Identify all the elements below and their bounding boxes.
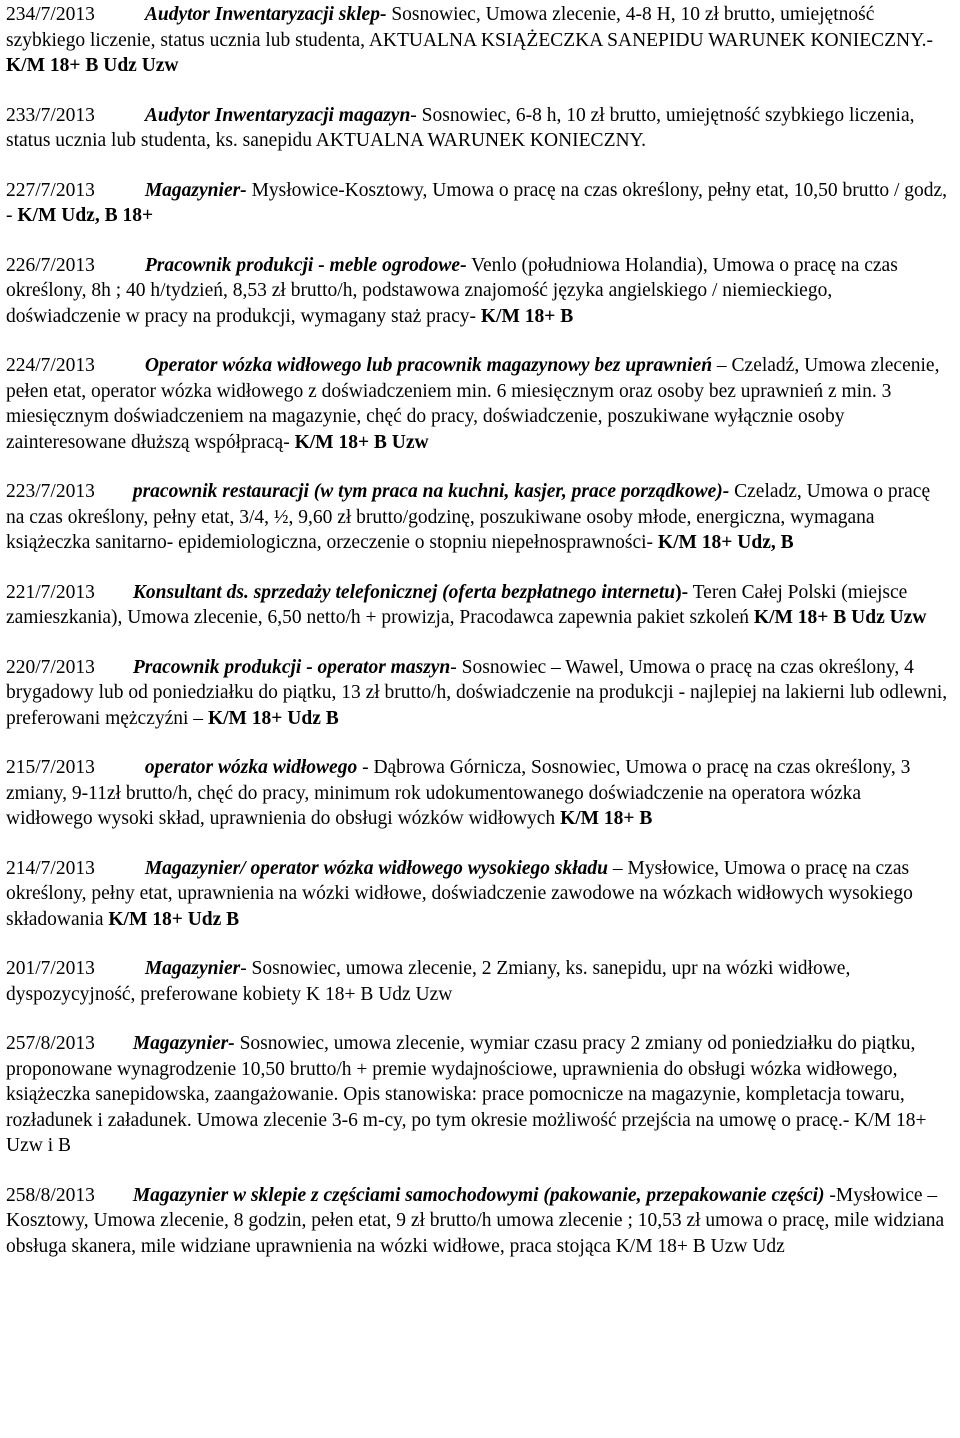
listing-title: Operator wózka widłowego lub pracownik magazynowy bez uprawnień [144,355,713,376]
listing-code: K/M 18+ Udz B [108,908,240,930]
listing-title: Audytor Inwentaryzacji sklep- [144,4,387,25]
listing-title: Konsultant ds. [132,581,249,603]
listing-title: pracownik restauracji (w tym praca na kuchni, kasjer, prace porządkowe)- [132,481,730,502]
listing-body: Czeladz, Umowa o pracę na czas określony, pełny etat, 3/4, ½, 9,60 zł brutto/godzinę, poszukiwane osoby młode, energiczna, wymagana książeczka sanitarno- epidemiologiczna, orzeczenie o stopniu niepełnosprawności- [6,481,931,553]
listing-id: 214/7/2013 [6,857,95,879]
listing-title: Magazynier- [132,1033,235,1054]
listing-title: Audytor Inwentaryzacji magazyn [144,104,411,126]
job-listing [6,956,950,1007]
listing-id: 226/7/2013 [6,254,95,276]
listing-code: K/M 18+ B Udz Uzw [6,55,179,76]
listing-title-end: )- [675,581,689,603]
job-listing [6,655,950,732]
listing-id: 227/7/2013 [6,179,95,201]
listing-body: Venlo (południowa Holandia), Umowa o pracę na czas określony, 8h ; 40 h/tydzień, 8,53 zł brutto/h, podstawowa znajomość języka angielskiego / niemieckiego, doświadczenie w pracy na produkcji, wymagany staż pracy- [6,254,898,327]
job-listing [6,856,950,933]
listing-body: - Sosnowiec – Wawel, Umowa o pracę na czas określony, 4 brygadowy lub od poniedziałku do piątku, 13 zł brutto/h, doświadczenie na produkcji - najlepiej na lakierni lub odlewni, preferowani mężczyźni – [6,656,948,729]
listing-body: – Mysłowice, Umowa o pracę na czas określony, pełny etat, uprawnienia na wózki widłowe, doświadczenie zawodowe na wózkach widłowych wysokiego składowania [6,857,913,930]
listing-id: 234/7/2013 [6,4,95,25]
listing-id: 223/7/2013 [6,481,95,502]
listing-body: -Mysłowice – Kosztowy, Umowa zlecenie, 8 godzin, pełen etat, 9 zł brutto/h umowa zlecenie ; 10,53 zł umowa o pracę, mile widziana obsługa skanera, mile widziane uprawnienia na wózki widłowe, praca stojąca K/M 18+ B Uzw Udz [6,1184,945,1257]
job-listing [6,580,950,631]
listing-code: K/M 18+ Udz, B [657,532,794,553]
listing-body: Teren Całej Polski (miejsce zamieszkania), Umowa zlecenie, 6,50 netto/h + prowizja, Pracodawca zapewnia pakiet szkoleń [6,581,908,628]
listing-body: - Sosnowiec, 6-8 h, 10 zł brutto, umiejętność szybkiego liczenia, status ucznia lub studenta, ks. sanepidu AKTUALNA WARUNEK KONIECZNY. [6,104,915,151]
listing-id: 221/7/2013 [6,581,95,603]
listing-id: 224/7/2013 [6,355,95,376]
listing-code: K/M 18+ Udz B [207,707,339,729]
listing-code: K/M 18+ B [560,808,653,829]
listing-title-cont: sprzedaży telefonicznej (oferta bezpłatnego internetu [248,581,676,603]
listing-body: Sosnowiec, umowa zlecenie, wymiar czasu pracy 2 zmiany od poniedziałku do piątku, proponowane wynagrodzenie 10,50 brutto/h + premie wydajnościowe, uprawnienia do obsługi wózka widłowego, książeczka sanepidowska, zaangażowanie. Opis stanowiska: prace pomocnicze na magazynie, kompletacja towaru, rozładunek i załadunek. Umowa zlecenie 3-6 m-cy, po tym okresie możliwość przejścia na umowę o pracę.- K/M 18+ Uzw i B [6,1033,927,1156]
listing-title: operator wózka widłowego [144,757,358,778]
listing-code: K/M Udz, B 18+ [17,205,154,226]
listing-title: Pracownik produkcji - meble ogrodowe- [144,254,467,276]
listing-body: – Czeladź, Umowa zlecenie, pełen etat, operator wózka widłowego z doświadczeniem min. 6 miesięcznym oraz osoby bez uprawnień z min. 3 miesięcznym doświadczeniem na magazynie, chęć do pracy, doświadczenie, poszukiwane wyłącznie osoby zainteresowane dłuższą współpracą- [6,355,940,453]
listing-id: 233/7/2013 [6,104,95,126]
job-listing [6,755,950,832]
listing-body: - Dąbrowa Górnicza, Sosnowiec, Umowa o pracę na czas określony, 3 zmiany, 9-11zł brutto/h, chęć do pracy, minimum rok udokumentowanego doświadczenie na operatora wózka widłowego wysoki skład, uprawnienia do obsługi wózków widłowych [6,757,911,829]
listing-title: Magazynier/ operator wózka widłowego wysokiego składu [144,857,608,879]
listing-id: 220/7/2013 [6,656,95,678]
job-listing [6,353,950,455]
job-listing [6,1031,950,1159]
listing-title: Magazynier- [144,179,247,201]
job-listing [6,253,950,330]
job-listing [6,1183,950,1260]
listing-id: 215/7/2013 [6,757,95,778]
listing-body: Mysłowice-Kosztowy, Umowa o pracę na czas określony, pełny etat, 10,50 brutto / godz, - [6,179,948,226]
listing-code: K/M 18+ B Uzw [294,431,429,453]
listing-title: Magazynier [144,958,241,979]
listing-body: - Sosnowiec, umowa zlecenie, 2 Zmiany, ks. sanepidu, upr na wózki widłowe, dyspozycyjność, preferowane kobiety K 18+ B Udz Uzw [6,958,851,1005]
listing-code: K/M 18+ B [480,305,574,327]
listing-id: 258/8/2013 [6,1184,95,1206]
listing-id: 201/7/2013 [6,958,95,979]
listing-title: Pracownik produkcji - operator maszyn [132,656,451,678]
listing-id: 257/8/2013 [6,1033,95,1054]
listing-code: K/M 18+ B Udz Uzw [753,607,927,628]
job-listing [6,178,950,229]
job-listing [6,2,950,79]
listing-body: Sosnowiec, Umowa zlecenie, 4-8 H, 10 zł brutto, umiejętność szybkiego liczenie, status ucznia lub studenta, AKTUALNA KSIĄŻECZKA SANEPIDU WARUNEK KONIECZNY.- [6,4,934,51]
job-listing [6,479,950,556]
job-listing [6,103,950,154]
listing-title: Magazynier w sklepie z częściami samochodowymi (pakowanie, przepakowanie części) [132,1184,825,1206]
